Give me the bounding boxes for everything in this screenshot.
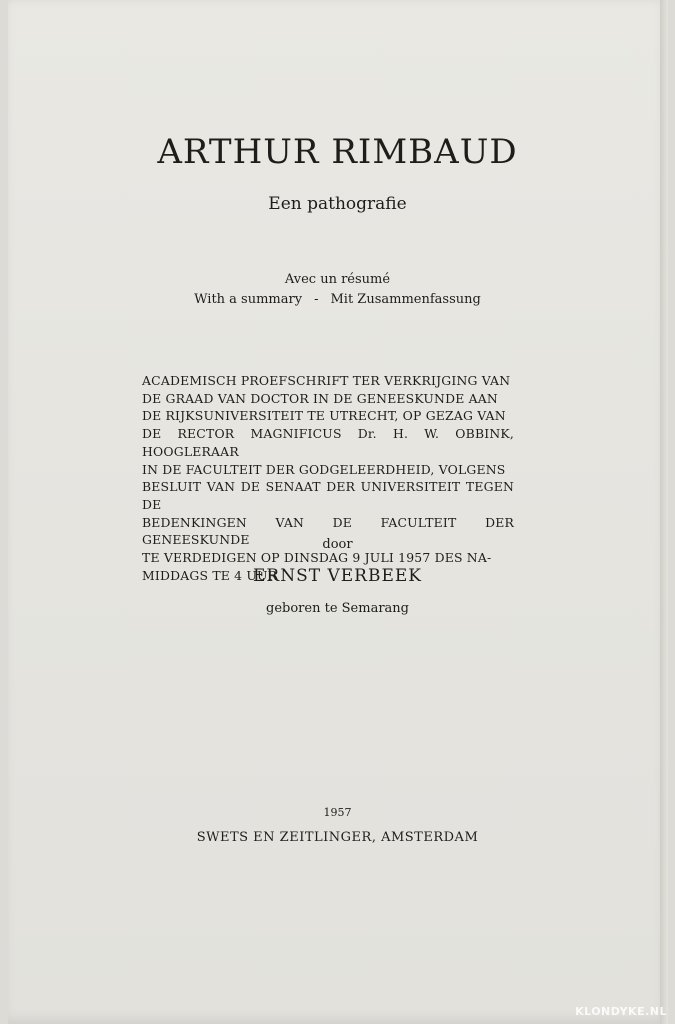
dissertation-line: BEDENKINGEN VAN DE FACULTEIT DER GENEESKUNDE (142, 514, 514, 548)
summary-german: Mit Zusammenfassung (330, 292, 481, 307)
resume-line: Avec un résumé (284, 272, 391, 287)
dissertation-line: MIDDAGS TE 4 UUR (142, 567, 278, 583)
summary-languages (0, 270, 675, 310)
publisher-line: SWETS EN ZEITLINGER, AMSTERDAM (196, 830, 479, 845)
dissertation-line: DE RIJKSUNIVERSITEIT TE UTRECHT, OP GEZAG VAN (142, 408, 506, 424)
dissertation-line: DE GRAAD VAN DOCTOR IN DE GENEESKUNDE AAN (142, 390, 498, 406)
dissertation-statement (142, 372, 514, 584)
birthplace-line: geboren te Semarang (266, 601, 409, 616)
dissertation-line: TE VERDEDIGEN OP DINSDAG 9 JULI 1957 DES NA- (142, 550, 492, 566)
door-label: door (322, 537, 353, 552)
summary-separator: - (314, 292, 319, 307)
book-subtitle: Een pathografie (268, 194, 407, 214)
dissertation-line: ACADEMISCH PROEFSCHRIFT TER VERKRIJGING VAN (142, 373, 511, 388)
publication-year: 1957 (323, 806, 352, 819)
dissertation-line: DE RECTOR MAGNIFICUS Dr. H. W. OBBINK, HOOGLERAAR (142, 426, 514, 459)
watermark-logo: KLONDYKE.NL (575, 1005, 667, 1018)
author-name: ERNST VERBEEK (253, 566, 422, 586)
summary-line (0, 290, 675, 310)
book-title: ARTHUR RIMBAUD (157, 132, 518, 172)
dissertation-line: BESLUIT VAN DE SENAAT DER UNIVERSITEIT TEGEN DE (142, 479, 514, 512)
summary-english: With a summary (194, 292, 303, 307)
dissertation-line: IN DE FACULTEIT DER GODGELEERDHEID, VOLGENS (142, 461, 506, 477)
